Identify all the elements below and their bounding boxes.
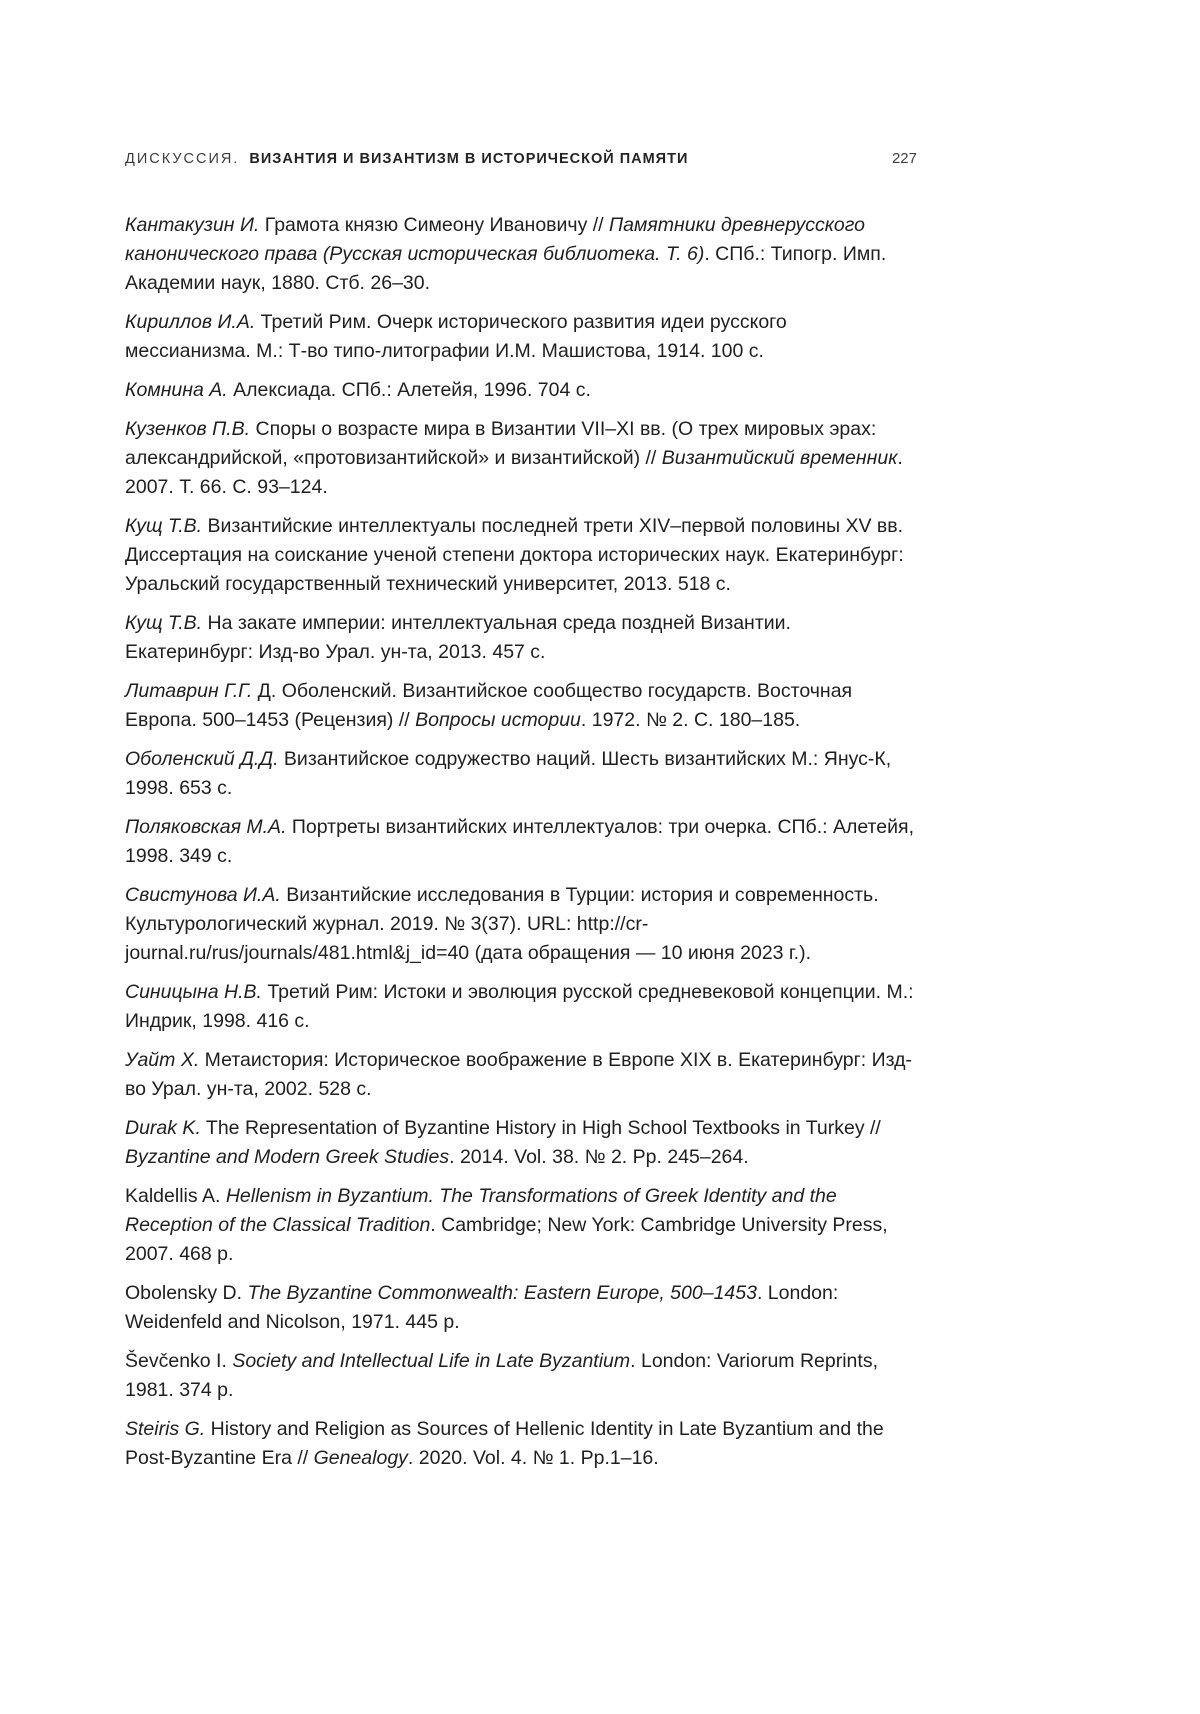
- ref-italic-segment: Кущ Т.В.: [125, 612, 203, 634]
- ref-text-segment: . СПб.: Типогр. Имп. Академии наук, 1880. Стб. 26–30.: [125, 243, 887, 294]
- ref-text-segment: Алексиада. СПб.: Алетейя, 1996. 704 с.: [227, 379, 591, 401]
- running-head-article-title: ВИЗАНТИЯ И ВИЗАНТИЗМ В ИСТОРИЧЕСКОЙ ПАМЯТИ: [249, 151, 689, 167]
- reference-entry: [125, 745, 917, 803]
- ref-italic-segment: Синицына Н.В.: [125, 981, 262, 1003]
- ref-italic-segment: Поляковская М.А.: [125, 816, 287, 838]
- reference-entry: [125, 1046, 917, 1104]
- ref-italic-segment: Литаврин Г.Г.: [125, 680, 253, 702]
- ref-text-segment: . 2020. Vol. 4. № 1. Pp.1–16.: [407, 1447, 659, 1469]
- ref-italic-segment: Durak K.: [125, 1117, 201, 1139]
- ref-text-segment: Грамота князю Симеону Ивановичу //: [259, 214, 609, 236]
- ref-italic-segment: The Byzantine Commonwealth: Eastern Europe, 500–1453: [247, 1282, 757, 1304]
- ref-italic-segment: Кантакузин И.: [125, 214, 260, 236]
- ref-italic-segment: Genealogy: [313, 1447, 408, 1469]
- reference-entry: [125, 609, 917, 667]
- running-head: [125, 150, 917, 167]
- reference-entry: [125, 1114, 917, 1172]
- reference-entry: [125, 376, 917, 405]
- reference-entry: [125, 308, 917, 366]
- ref-italic-segment: Steiris G.: [125, 1418, 206, 1440]
- reference-entry: [125, 512, 917, 599]
- ref-italic-segment: Комнина А.: [125, 379, 228, 401]
- ref-italic-segment: Byzantine and Modern Greek Studies: [125, 1146, 450, 1168]
- ref-text-segment: Третий Рим: Истоки и эволюция русской средневековой концепции. М.: Индрик, 1998. 416 с.: [125, 981, 914, 1032]
- ref-text-segment: . London: Variorum Reprints, 1981. 374 p.: [125, 1350, 878, 1401]
- ref-text-segment: . London: Weidenfeld and Nicolson, 1971. 445 p.: [125, 1282, 839, 1333]
- reference-entry: [125, 1415, 917, 1473]
- ref-text-segment: . Cambridge; New York: Cambridge University Press, 2007. 468 p.: [125, 1214, 888, 1265]
- ref-italic-segment: Оболенский Д.Д.: [125, 748, 279, 770]
- ref-italic-segment: Вопросы истории: [415, 709, 581, 731]
- ref-text-segment: Kaldellis A.: [125, 1185, 226, 1207]
- reference-entry: [125, 1347, 917, 1405]
- ref-text-segment: Д. Оболенский. Византийское сообщество государств. Восточная Европа. 500–1453 (Рецензия) //: [125, 680, 853, 731]
- reference-entry: [125, 1279, 917, 1337]
- ref-text-segment: The Representation of Byzantine History in High School Textbooks in Turkey //: [200, 1117, 881, 1139]
- ref-text-segment: Obolensky D.: [125, 1282, 248, 1304]
- ref-text-segment: History and Religion as Sources of Hellenic Identity in Late Byzantium and the Post-Byzantine Era //: [125, 1418, 884, 1469]
- ref-text-segment: Византийские исследования в Турции: история и современность. Культурологический журнал. 2019. № 3(37). URL: http://cr-journal.ru/rus/journals/481.html&j_id=40 (дата обращения — 10 июня 2023 г.).: [125, 884, 879, 964]
- reference-entry: [125, 677, 917, 735]
- ref-italic-segment: Уайт Х.: [125, 1049, 200, 1071]
- reference-entry: [125, 211, 917, 298]
- reference-entry: [125, 813, 917, 871]
- ref-italic-segment: Кущ Т.В.: [125, 515, 203, 537]
- reference-entry: [125, 1182, 917, 1269]
- ref-italic-segment: Society and Intellectual Life in Late Byzantium: [232, 1350, 631, 1372]
- ref-text-segment: Ševčenko I.: [125, 1350, 233, 1372]
- ref-italic-segment: Византийский временник: [661, 447, 898, 469]
- ref-text-segment: Портреты византийских интеллектуалов: три очерка. СПб.: Алетейя, 1998. 349 с.: [125, 816, 914, 867]
- ref-text-segment: . 2014. Vol. 38. № 2. Pp. 245–264.: [449, 1146, 749, 1168]
- ref-italic-segment: Hellenism in Byzantium. The Transformations of Greek Identity and the Reception of the Classical Tradition: [125, 1185, 837, 1236]
- reference-entry: [125, 415, 917, 502]
- ref-text-segment: . 2007. Т. 66. С. 93–124.: [125, 447, 903, 498]
- ref-italic-segment: Свистунова И.А.: [125, 884, 281, 906]
- ref-italic-segment: Памятники древнерусского канонического права (Русская историческая библиотека. Т. 6): [125, 214, 866, 265]
- ref-italic-segment: Кириллов И.А.: [125, 311, 256, 333]
- ref-text-segment: Византийское содружество наций. Шесть византийских М.: Янус-К, 1998. 653 с.: [125, 748, 892, 799]
- ref-italic-segment: Кузенков П.В.: [125, 418, 251, 440]
- page-number: 227: [891, 150, 917, 167]
- ref-text-segment: Третий Рим. Очерк исторического развития идеи русского мессианизма. М.: Т-во типо-литографии И.М. Машистова, 1914. 100 с.: [125, 311, 787, 362]
- ref-text-segment: Византийские интеллектуалы последней трети XIV–первой половины XV вв. Диссертация на соискание ученой степени доктора исторических наук. Екатеринбург: Уральский государственный технический университет, 2013. 518 с.: [125, 515, 904, 595]
- reference-entry: [125, 978, 917, 1036]
- reference-entry: [125, 881, 917, 968]
- running-head-text: [125, 151, 688, 167]
- running-head-section-label: ДИСКУССИЯ.: [125, 151, 240, 167]
- references-list: [125, 211, 917, 1473]
- ref-text-segment: На закате империи: интеллектуальная среда поздней Византии. Екатеринбург: Изд-во Урал. ун-та, 2013. 457 с.: [125, 612, 791, 663]
- ref-text-segment: Метаистория: Историческое воображение в Европе XIX в. Екатеринбург: Изд-во Урал. ун-та, 2002. 528 с.: [125, 1049, 912, 1100]
- ref-text-segment: Споры о возрасте мира в Византии VII–XI вв. (О трех мировых эрах: александрийской, «протовизантийской» и византийской) //: [125, 418, 877, 469]
- ref-text-segment: . 1972. № 2. С. 180–185.: [580, 709, 801, 731]
